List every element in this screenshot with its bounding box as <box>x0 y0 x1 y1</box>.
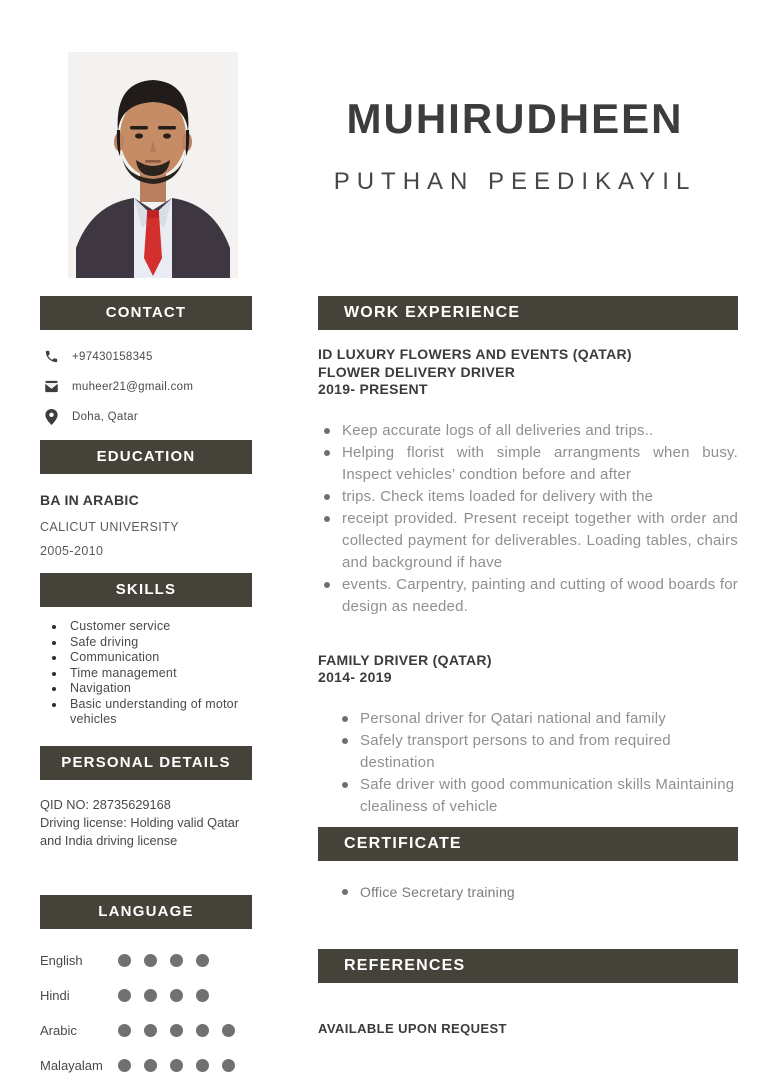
language-level-dots <box>118 989 209 1002</box>
contact-row-email <box>40 377 252 396</box>
phone-icon <box>44 349 59 364</box>
job-heading-line: ID LUXURY FLOWERS AND EVENTS (QATAR) <box>318 346 632 362</box>
bullet-dot <box>52 672 56 676</box>
skill-item <box>40 681 252 697</box>
level-dot <box>222 1024 235 1037</box>
personal-detail-line: QID NO: 28735629168 <box>40 796 171 812</box>
language-level-dots <box>118 954 209 967</box>
name-block <box>280 96 750 196</box>
bullet-dot <box>342 738 348 744</box>
bullet-text: Office Secretary training <box>360 883 515 900</box>
education-years: 2005-2010 <box>40 544 104 558</box>
skills-list <box>40 619 252 728</box>
level-dot <box>196 1059 209 1072</box>
bullet-dot <box>52 625 56 629</box>
job-heading-line: FAMILY DRIVER (QATAR) <box>318 651 492 668</box>
bullet-text: Keep accurate logs of all deliveries and trips.. <box>342 421 654 439</box>
language-row <box>40 943 252 978</box>
bullet-text: Safe driver with good communication skills Maintaining clealiness of vehicle <box>360 775 735 815</box>
personal-details-section-header: PERSONAL DETAILS <box>40 746 252 780</box>
skill-item <box>40 650 252 666</box>
bullet-text: Helping florist with simple arrangments when busy. Inspect vehicles’ condtion before and after <box>342 443 738 483</box>
job-heading <box>318 346 738 399</box>
language-name: English <box>40 953 83 968</box>
contact-location: Doha, Qatar <box>72 410 138 423</box>
skill-item <box>40 697 252 728</box>
certificate-bullet <box>336 881 738 903</box>
contact-row-phone <box>40 347 252 366</box>
skill-item <box>40 619 252 635</box>
job-bullet <box>336 774 738 818</box>
job-heading-line: FLOWER DELIVERY DRIVER <box>318 363 516 380</box>
bullet-text: Personal driver for Qatari national and family <box>360 709 667 727</box>
language-row <box>40 1013 252 1048</box>
bullet-dot <box>52 641 56 645</box>
level-dot <box>144 989 157 1002</box>
job-entry <box>318 346 738 618</box>
level-dot <box>196 954 209 967</box>
skill-item <box>40 666 252 682</box>
job-bullet-list <box>318 420 738 618</box>
contact-phone[interactable]: +97430158345 <box>72 350 153 363</box>
level-dot <box>196 1024 209 1037</box>
bullet-dot <box>342 782 348 788</box>
education-section-header: EDUCATION <box>40 440 252 474</box>
job-bullet <box>318 442 738 486</box>
bullet-text: Safely transport persons to and from required destination <box>360 731 671 771</box>
level-dot <box>118 989 131 1002</box>
language-row <box>40 1048 252 1083</box>
bullet-dot <box>324 428 330 434</box>
portrait-photo <box>68 52 238 278</box>
skill-item <box>40 635 252 651</box>
skill-label: Basic understanding of motor vehicles <box>70 696 239 726</box>
skills-section-header: SKILLS <box>40 573 252 607</box>
language-name: Arabic <box>40 1023 77 1038</box>
bullet-text: events. Carpentry, painting and cutting of wood boards for design as needed. <box>342 575 738 615</box>
skill-label: Navigation <box>70 681 132 695</box>
job-entry <box>318 652 738 818</box>
language-name: Hindi <box>40 988 70 1003</box>
personal-details-text <box>40 796 252 850</box>
level-dot <box>170 1024 183 1037</box>
job-bullet-list <box>318 708 738 818</box>
email-icon <box>44 380 59 393</box>
language-name: Malayalam <box>40 1058 103 1073</box>
contact-row-location <box>40 407 252 426</box>
personal-detail-line: Driving license: Holding valid Qatar and India driving license <box>40 815 240 848</box>
certificate-section-header: CERTIFICATE <box>318 827 738 861</box>
bullet-dot <box>324 450 330 456</box>
skill-label: Time management <box>70 665 177 680</box>
language-level-dots <box>118 1024 235 1037</box>
job-bullet <box>318 574 738 618</box>
level-dot <box>144 954 157 967</box>
education-degree: BA IN ARABIC <box>40 492 140 508</box>
language-section-header: LANGUAGE <box>40 895 252 929</box>
skill-label: Customer service <box>70 619 171 633</box>
bullet-dot <box>342 889 348 895</box>
job-heading-line: 2019- PRESENT <box>318 381 428 397</box>
bullet-dot <box>324 494 330 500</box>
level-dot <box>118 954 131 967</box>
contact-section-header: CONTACT <box>40 296 252 330</box>
contact-list <box>40 347 252 426</box>
language-row <box>40 978 252 1013</box>
education-school: CALICUT UNIVERSITY <box>40 520 179 534</box>
references-section-header: REFERENCES <box>318 949 738 983</box>
contact-email[interactable]: muheer21@gmail.com <box>72 380 194 393</box>
level-dot <box>170 1059 183 1072</box>
level-dot <box>118 1024 131 1037</box>
level-dot <box>170 989 183 1002</box>
education-entry <box>40 492 252 558</box>
job-heading-line: 2014- 2019 <box>318 669 392 685</box>
language-list <box>40 943 252 1083</box>
bullet-text: trips. Check items loaded for delivery with the <box>342 487 654 505</box>
work-experience-section-header: WORK EXPERIENCE <box>318 296 738 330</box>
language-level-dots <box>118 1059 235 1072</box>
level-dot <box>144 1059 157 1072</box>
skill-label: Communication <box>70 650 160 664</box>
jobs-container <box>318 346 738 818</box>
level-dot <box>222 1059 235 1072</box>
job-bullet <box>336 730 738 774</box>
job-bullet <box>336 708 738 730</box>
level-dot <box>170 954 183 967</box>
last-name: PUTHAN PEEDIKAYIL <box>333 168 697 196</box>
skill-label: Safe driving <box>70 634 139 649</box>
bullet-dot <box>324 582 330 588</box>
bullet-dot <box>52 656 56 660</box>
job-bullet <box>318 508 738 574</box>
bullet-dot <box>342 716 348 722</box>
references-note: AVAILABLE UPON REQUEST <box>318 1020 507 1036</box>
level-dot <box>144 1024 157 1037</box>
level-dot <box>196 989 209 1002</box>
main-column <box>318 296 738 1036</box>
certificate-list <box>318 881 738 903</box>
job-bullet <box>318 486 738 508</box>
bullet-dot <box>324 516 330 522</box>
level-dot <box>118 1059 131 1072</box>
location-icon <box>44 409 59 425</box>
first-name: MUHIRUDHEEN <box>346 95 684 142</box>
job-heading <box>318 652 738 687</box>
bullet-dot <box>52 687 56 691</box>
bullet-text: receipt provided. Present receipt together with order and collected payment for deliverables. Loading tables, chairs and background if have <box>342 509 738 571</box>
bullet-dot <box>52 703 56 707</box>
sidebar-column <box>40 296 252 1083</box>
job-bullet <box>318 420 738 442</box>
